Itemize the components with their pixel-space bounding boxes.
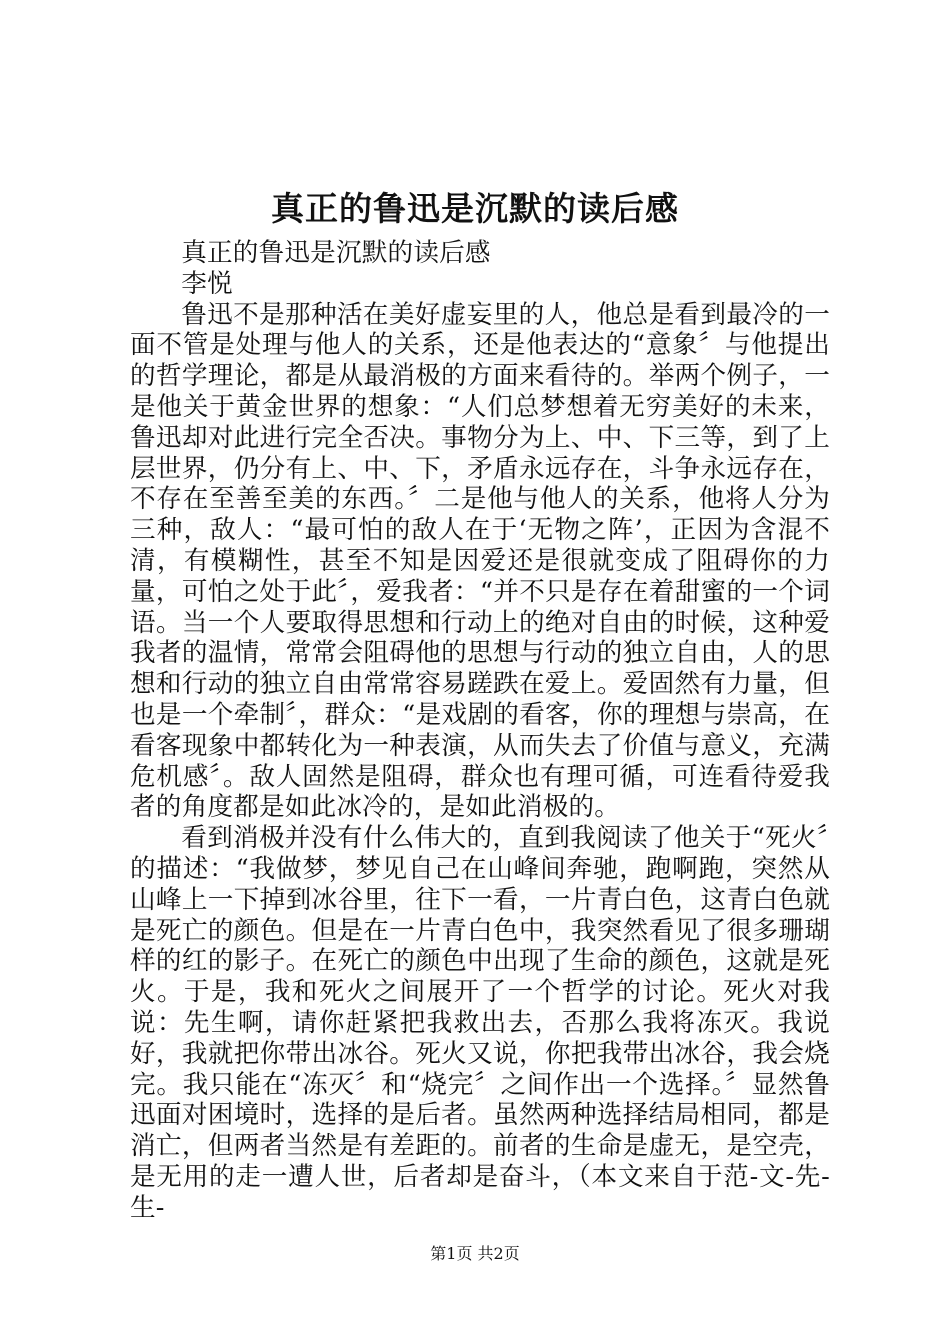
body-paragraph: 鲁迅不是那种活在美好虚妄里的人，他总是看到最冷的一面不管是处理与他人的关系，还是他表达的“意象〞与他提出的哲学理论，都是从最消极的方面来看待的。举两个例子，一是他关于黄金世界的想象：“人们总梦想着无穷美好的未来，鲁迅却对此进行完全否决。事物分为上、中、下三等，到了上层世界，仍分有上、中、下，矛盾永远存在，斗争永远存在，不存在至善至美的东西。〞二是他与他人的关系，他将人分为三种，敌人：“最可怕的敌人在于‘无物之阵’，正因为含混不清，有模糊性，甚至不知是因爱还是很就变成了阻碍你的力量，可怕之处于此〞，爱我者：“并不只是存在着甜蜜的一个词语。当一个人要取得思想和行动上的绝对自由的时候，这种爱我者的温情，常常会阻碍他的思想与行动的独立自由，人的思想和行动的独立自由常常容易蹉跌在爱上。爱固然有力量，但也是一个牵制〞，群众：“是戏剧的看客，你的理想与崇高，在看客现象中都转化为一种表演，从而失去了价值与意义，充满危机感〞。敌人固然是阻碍，群众也有理可循，可连看待爱我者的角度都是如此冰冷的，是如此消极的。 [130, 299, 830, 823]
subtitle-line: 真正的鲁迅是沉默的读后感 [181, 238, 491, 268]
document-body [130, 238, 830, 1224]
body-paragraph: 看到消极并没有什么伟大的，直到我阅读了他关于“死火〞的描述：“我做梦，梦见自己在山峰间奔驰，跑啊跑，突然从山峰上一下掉到冰谷里，往下一看，一片青白色，这青白色就是死亡的颜色。但是在一片青白色中，我突然看见了很多珊瑚样的红的影子。在死亡的颜色中出现了生命的颜色，这就是死火。于是，我和死火之间展开了一个哲学的讨论。死火对我说：先生啊，请你赶紧把我救出去，否那么我将冻灭。我说好，我就把你带出冰谷。死火又说，你把我带出冰谷，我会烧完。我只能在“冻灭〞和“烧完〞之间作出一个选择。〞显然鲁迅面对困境时，选择的是后者。虽然两种选择结局相同，都是消亡，但两者当然是有差距的。前者的生命是虚无，是空壳，是无用的走一遭人世，后者却是奋斗，（本文来自于范-文-先-生- [130, 823, 830, 1223]
document-title: 真正的鲁迅是沉默的读后感 [271, 189, 679, 228]
author-line: 李悦 [181, 268, 233, 299]
page-footer: 第1页 共2页 [430, 1244, 520, 1263]
